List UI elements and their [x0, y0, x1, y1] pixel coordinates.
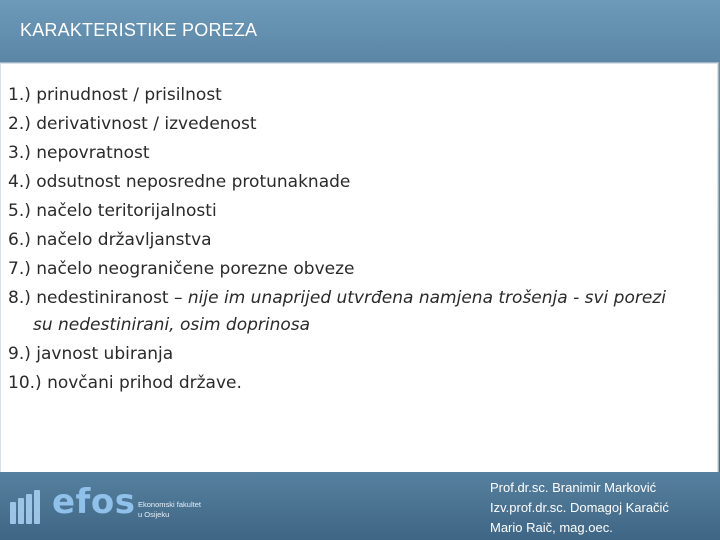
logo-wordmark: efos	[52, 482, 136, 522]
list-item-text: 3.) nepovratnost	[8, 143, 150, 163]
author-name: Izv.prof.dr.sc. Domagoj Karačić	[490, 500, 669, 515]
efos-logo	[8, 480, 228, 530]
author-name: Prof.dr.sc. Branimir Marković	[490, 480, 657, 495]
list-item	[8, 340, 708, 369]
characteristics-list	[8, 81, 708, 398]
logo-subtitle	[138, 500, 238, 520]
list-item-text: 7.) načelo neograničene porezne obveze	[8, 259, 355, 279]
list-item-text: 2.) derivativnost / izvedenost	[8, 114, 257, 134]
list-item-emphasis-continued: su nedestinirani, osim doprinosa	[33, 315, 311, 335]
author-credits	[490, 478, 716, 538]
list-item-text: 9.) javnost ubiranja	[8, 344, 174, 364]
list-item	[8, 369, 708, 398]
list-item-text: 10.) novčani prihod države.	[8, 373, 242, 393]
title-bar	[0, 0, 720, 62]
list-item	[8, 168, 708, 197]
logo-subtitle-line: u Osijeku	[138, 510, 170, 519]
list-item-emphasis: nije im unaprijed utvrđena namjena trošenja - svi porezi	[187, 288, 666, 308]
list-item	[8, 197, 708, 226]
list-item	[8, 255, 708, 284]
author-name: Mario Raič, mag.oec.	[490, 520, 613, 535]
list-item-text: 4.) odsutnost neposredne protunaknade	[8, 172, 351, 192]
list-item	[8, 226, 708, 255]
list-item	[8, 284, 708, 340]
list-item-text: 5.) načelo teritorijalnosti	[8, 201, 217, 221]
bar-chart-icon	[8, 488, 50, 524]
list-item	[8, 139, 708, 168]
list-item-text: 8.) nedestiniranost –	[8, 288, 188, 308]
list-item-text: 6.) načelo državljanstva	[8, 230, 212, 250]
logo-subtitle-line: Ekonomski fakultet	[138, 500, 201, 509]
slide-title: KARAKTERISTIKE POREZA	[20, 20, 258, 40]
list-item	[8, 110, 708, 139]
list-item	[8, 81, 708, 110]
list-item-text: 1.) prinudnost / prisilnost	[8, 85, 222, 105]
